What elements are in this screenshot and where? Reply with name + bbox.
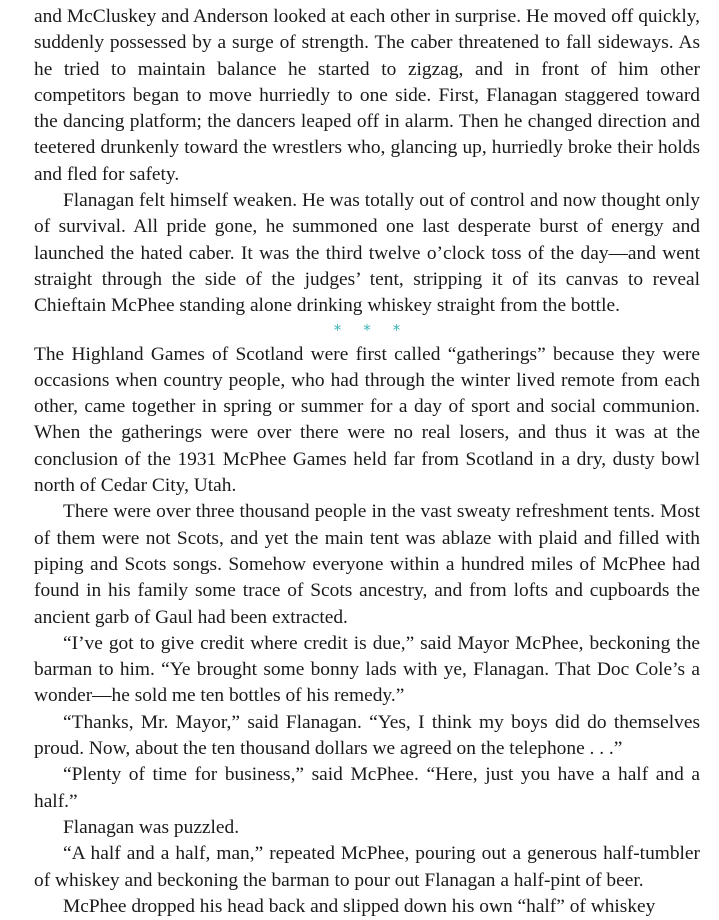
paragraph: Flanagan felt himself weaken. He was totally out of control and now thought only of survival. All pride gone, he summoned one last desperate burst of energy and launched the hated caber. It was the third twelve o’clock toss of the day—and went straight through the side of the judges’ tent, stripping it of its canvas to reveal Chieftain McPhee standing alone drinking whiskey straight from the bottle.: [34, 190, 700, 317]
paragraph: Flanagan was puzzled.: [63, 816, 240, 838]
asterisk-ornament: *: [392, 320, 401, 339]
section-break-asterisks: [34, 319, 700, 341]
asterisk-ornament: *: [333, 320, 342, 339]
paragraph-continuation: and McCluskey and Anderson looked at each other in surprise. He moved off quickly, suddenly possessed by a surge of strength. The caber threatened to fall sideways. As he tried to maintain balance he started to zigzag, and in front of him other competitors began to move hurriedly to one side. First, Flanagan staggered toward the dancing platform; the dancers leaped off in alarm. Then he changed direction and teetered drunkenly toward the wrestlers who, glancing up, hurriedly broke their holds and fled for safety.: [34, 6, 700, 185]
paragraph-section-start: The Highland Games of Scotland were first called “gatherings” because they were occasions when country people, who had through the winter lived remote from each other, came together in spring or summer for a day of sport and social communion. When the gatherings were over there were no real losers, and thus it was at the conclusion of the 1931 McPhee Games held far from Scotland in a dry, dusty bowl north of Cedar City, Utah.: [34, 343, 700, 497]
paragraph: “Thanks, Mr. Mayor,” said Flanagan. “Yes, I think my boys did do themselves proud. Now, about the ten thousand dollars we agreed on the telephone . . .”: [34, 711, 700, 760]
paragraph: “Plenty of time for business,” said McPhee. “Here, just you have a half and a half.”: [34, 764, 700, 812]
asterisk-ornament: *: [363, 320, 371, 339]
paragraph: There were over three thousand people in the vast sweaty refreshment tents. Most of them were not Scots, and yet the main tent was ablaze with plaid and filled with piping and Scots songs. Somehow everyone within a hundred miles of McPhee had found in his family some trace of Scots ancestry, and from lofts and cupboards the ancient garb of Gaul had been extracted.: [34, 501, 700, 628]
book-page: [34, 4, 700, 920]
paragraph-truncated: McPhee dropped his head back and slipped down his own “half” of whiskey: [63, 895, 656, 917]
paragraph: “I’ve got to give credit where credit is due,” said Mayor McPhee, beckoning the barman to him. “Ye brought some bonny lads with ye, Flanagan. That Doc Cole’s a wonder—he sold me ten bottles of his remedy.”: [34, 632, 700, 707]
paragraph: “A half and a half, man,” repeated McPhee, pouring out a generous half-tumbler of whiskey and beckoning the barman to pour out Flanagan a half-pint of beer.: [34, 843, 700, 891]
